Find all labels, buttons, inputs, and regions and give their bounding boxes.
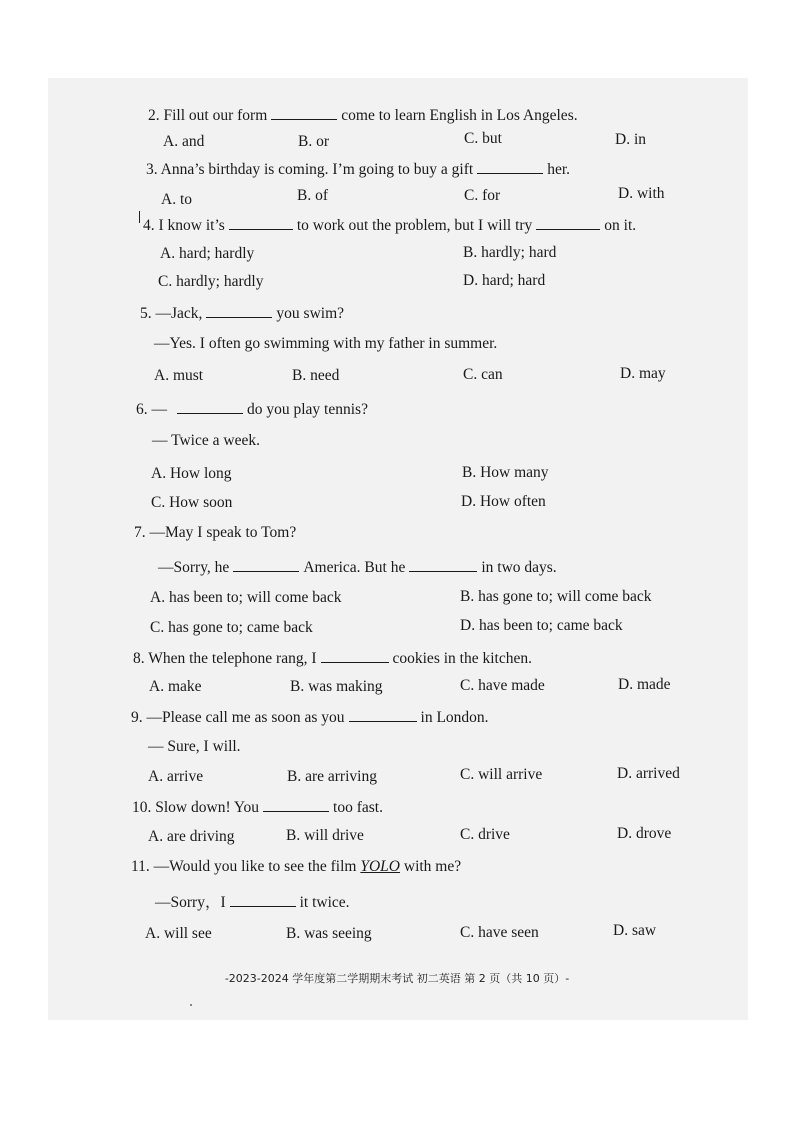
option: B. was making	[290, 678, 383, 695]
question-5	[140, 303, 344, 323]
option: C. drive	[460, 826, 510, 843]
question-text: her.	[547, 161, 571, 178]
option: B. will drive	[286, 827, 364, 844]
option: A. arrive	[148, 768, 204, 785]
reply-text: it twice.	[299, 894, 350, 911]
question-text: too fast.	[333, 799, 383, 816]
option: B. need	[292, 367, 340, 384]
question-text: 5. —Jack,	[140, 305, 203, 322]
answer-blank	[536, 215, 600, 230]
option: C. will arrive	[460, 766, 543, 783]
question-7: 7. —May I speak to Tom?	[134, 524, 297, 541]
option: A. How long	[151, 465, 232, 482]
answer-blank	[230, 892, 296, 907]
question-2	[148, 105, 578, 125]
option: B. are arriving	[287, 768, 377, 785]
option: A. make	[149, 678, 202, 695]
option: A. has been to; will come back	[150, 589, 342, 606]
option: A. to	[161, 191, 192, 208]
reply: —Yes. I often go swimming with my father in summer.	[154, 335, 498, 352]
reply-text: America. But he	[303, 559, 406, 576]
option: C. How soon	[151, 494, 233, 511]
reply	[155, 892, 350, 912]
option: C. for	[464, 187, 501, 204]
film-title: YOLO	[360, 858, 400, 875]
option: C. have seen	[460, 924, 539, 941]
answer-blank	[206, 303, 272, 318]
question-text: 11. —Would you like to see the film	[131, 858, 357, 875]
question-text: cookies in the kitchen.	[392, 650, 532, 667]
option: A. hard; hardly	[160, 245, 255, 262]
reply-text: —Sorry，I	[155, 894, 226, 911]
question-text: you swim?	[276, 305, 345, 322]
option: B. hardly; hard	[463, 244, 557, 261]
option: A. will see	[145, 925, 212, 942]
answer-blank	[409, 557, 477, 572]
page-footer: -2023-2024 学年度第二学期期末考试 初二英语 第 2 页（共 10 页）-	[224, 972, 570, 985]
reply-text: —Sorry, he	[158, 559, 230, 576]
answer-blank	[321, 648, 389, 663]
option: B. has gone to; will come back	[460, 588, 652, 605]
option: A. and	[163, 133, 205, 150]
answer-blank	[271, 105, 337, 120]
question-text: 9. —Please call me as soon as you	[131, 709, 345, 726]
question-text: with me?	[403, 858, 462, 875]
option: C. have made	[460, 677, 545, 694]
option: C. can	[463, 366, 503, 383]
question-text: to work out the problem, but I will try	[296, 217, 533, 234]
question-text: 4. I know it’s	[143, 217, 225, 234]
option: B. or	[298, 133, 329, 150]
question-6	[136, 399, 368, 419]
option: B. How many	[462, 464, 549, 481]
question-3	[146, 159, 570, 179]
option: D. hard; hard	[463, 272, 546, 289]
option: D. drove	[617, 825, 672, 842]
question-text: 6. —	[136, 401, 167, 418]
answer-blank	[177, 399, 243, 414]
option: C. has gone to; came back	[150, 619, 313, 636]
answer-blank	[477, 159, 543, 174]
reply: — Twice a week.	[152, 432, 260, 449]
option: D. saw	[613, 922, 657, 939]
answer-blank	[263, 797, 329, 812]
option: C. but	[464, 130, 502, 147]
option: B. of	[297, 187, 328, 204]
option: A. must	[154, 367, 204, 384]
option: D. may	[620, 365, 666, 382]
question-8	[133, 648, 532, 668]
reply	[158, 557, 557, 577]
reply-text: in two days.	[481, 559, 557, 576]
option: D. made	[618, 676, 671, 693]
question-text: do you play tennis?	[247, 401, 368, 418]
question-text: 8. When the telephone rang, I	[133, 650, 317, 667]
answer-blank	[229, 215, 293, 230]
question-text: in London.	[420, 709, 489, 726]
question-text: on it.	[604, 217, 637, 234]
answer-blank	[233, 557, 299, 572]
question-10	[132, 797, 383, 817]
option: D. in	[615, 131, 646, 148]
question-9	[131, 707, 489, 727]
question-text: 3. Anna’s birthday is coming. I’m going to buy a gift	[146, 161, 474, 178]
answer-blank	[349, 707, 417, 722]
option: D. with	[618, 185, 665, 202]
option: B. was seeing	[286, 925, 372, 942]
option: D. arrived	[617, 765, 680, 782]
question-4	[143, 215, 636, 235]
option: D. has been to; came back	[460, 617, 623, 634]
speck	[190, 1004, 192, 1006]
pen-mark	[139, 211, 140, 223]
option: A. are driving	[148, 828, 235, 845]
reply: — Sure, I will.	[148, 738, 241, 755]
option: C. hardly; hardly	[158, 273, 264, 290]
question-text: come to learn English in Los Angeles.	[341, 107, 578, 124]
question-text: 10. Slow down! You	[132, 799, 260, 816]
question-text: 2. Fill out our form	[148, 107, 268, 124]
question-11	[131, 858, 461, 876]
option: D. How often	[461, 493, 546, 510]
